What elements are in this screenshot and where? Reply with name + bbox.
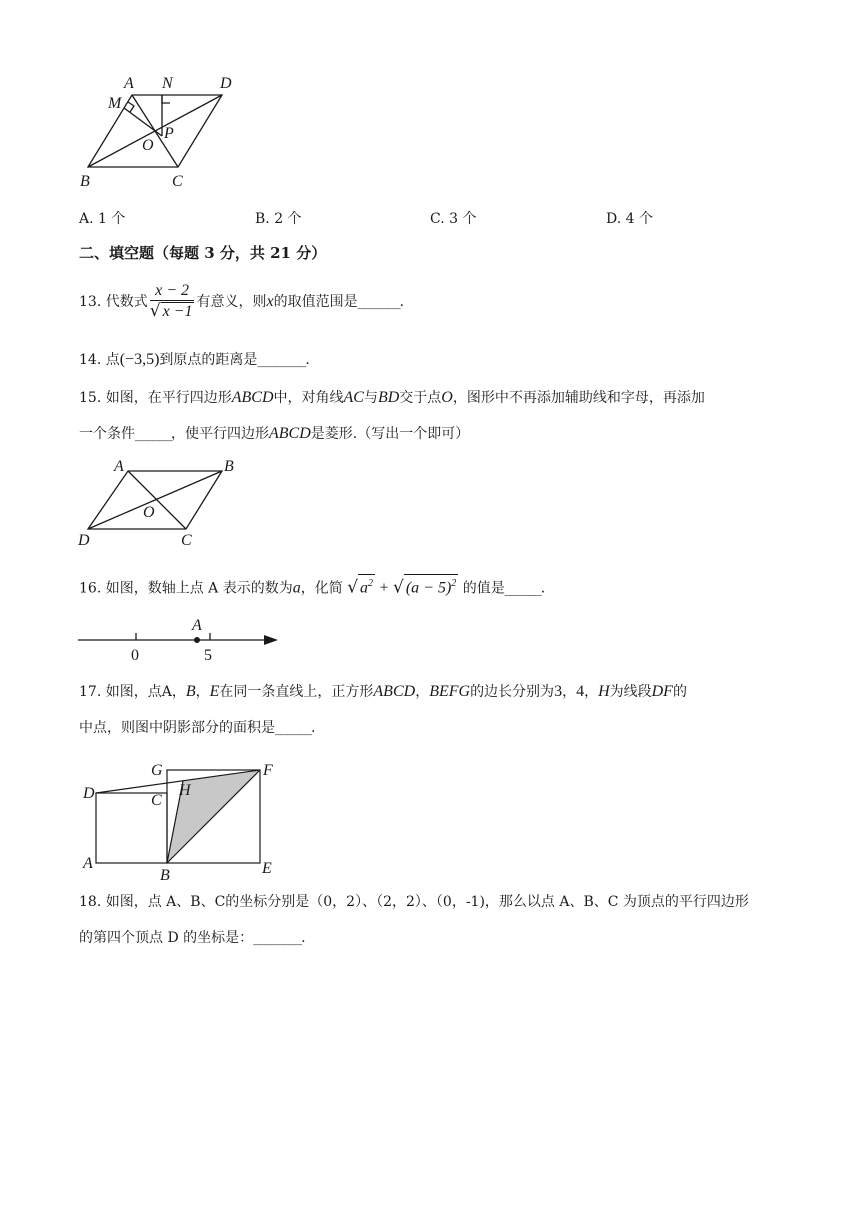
figure-q17-squares (80, 758, 280, 883)
question-18-line-2 (79, 928, 780, 948)
q16-text-3: 的值是 (462, 580, 505, 597)
question-17-line-2 (79, 718, 780, 738)
q17-text-9: 的 (672, 684, 687, 700)
figure-q15-parallelogram (76, 455, 246, 550)
q17-text-5: 的边长分别为 (470, 684, 555, 700)
label-b-q17: B (160, 867, 170, 883)
label-point-a: A (192, 617, 202, 634)
label-m: M (108, 95, 122, 112)
q18-answer-blank: ________ (253, 930, 302, 946)
option-b: B. 2 个 (255, 211, 302, 227)
point-a-dot (194, 637, 200, 643)
q15-bd: BD (377, 389, 400, 406)
label-d-q17: D (83, 785, 95, 802)
figure-q12-parallelogram (78, 70, 248, 192)
q15-ac: AC (343, 389, 364, 406)
label-tick-5: 5 (204, 647, 212, 664)
plus-sign: + (379, 579, 389, 597)
q16-radicand-2: (a − 5) (405, 579, 452, 597)
q15-answer-blank: ______ (135, 426, 171, 442)
radical-sign: √ (149, 301, 161, 321)
label-c-q17: C (151, 792, 162, 809)
question-17-line-1 (79, 682, 780, 702)
q17-text-2: ， (195, 684, 210, 700)
q17-text-1: 如图，点A， (105, 684, 186, 700)
q15-o: O (441, 389, 453, 406)
label-h: H (179, 782, 191, 799)
q18-line2: 的第四个顶点 D 的坐标是： (79, 930, 254, 946)
q13-radicand: x −1 (162, 303, 193, 320)
q17-end: . (311, 720, 316, 736)
q14-end: . (305, 352, 310, 368)
label-n: N (162, 75, 173, 92)
label-a-q17: A (83, 855, 93, 872)
q17-h: H (598, 683, 610, 700)
right-angle-n (162, 95, 170, 103)
q15-line2-b: ，使平行四边形 (171, 426, 269, 442)
q17-text-4: ， (415, 684, 430, 700)
q16-answer-blank: ______ (504, 580, 541, 597)
q16-radicand-1: a (360, 579, 369, 597)
q14-answer-blank: ________ (257, 352, 306, 368)
q13-post1: 有意义，则 (196, 294, 267, 310)
q18-end: . (301, 930, 306, 946)
q17-b: B (185, 683, 196, 700)
q17-text-3: 在同一条直线上，正方形 (219, 684, 374, 700)
label-a-q15: A (114, 458, 124, 475)
q14-pre: 点 (105, 352, 120, 368)
q13-end: . (399, 294, 405, 310)
label-g: G (151, 762, 163, 779)
q17-number: 17. (79, 684, 102, 700)
option-a: A. 1 个 (79, 211, 126, 227)
q15-abcd: ABCD (231, 389, 274, 406)
question-18-line-1 (79, 892, 780, 912)
label-a: A (124, 75, 134, 92)
arrow-right-icon (264, 635, 278, 645)
q13-post2: 的取值范围是 (273, 294, 358, 310)
q16-radical-2 (404, 574, 458, 597)
label-f: F (263, 762, 273, 779)
question-15-line-1 (79, 388, 780, 408)
question-15-line-2 (79, 424, 780, 444)
exponent-2: 2 (368, 578, 374, 589)
q15-text-1: 如图，在平行四边形 (105, 390, 232, 406)
q15-text-3: 与 (363, 390, 378, 406)
q15-line2-c: 是菱形.（写出一个即可） (310, 426, 470, 442)
q17-line2: 中点，则图中阴影部分的面积是 (79, 720, 275, 736)
q17-text-6: ， (562, 684, 577, 700)
q13-var: x (266, 293, 274, 310)
diagonal-ac-q15 (128, 471, 186, 529)
q15-line2-a: 一个条件 (79, 426, 135, 442)
label-c-q15: C (181, 532, 192, 549)
figure-q16-number-line (76, 610, 286, 665)
q14-point: (−3,5) (119, 351, 160, 368)
option-c: C. 3 个 (430, 211, 477, 227)
option-d: D. 4 个 (606, 211, 653, 227)
q15-text-2: 中，对角线 (273, 390, 344, 406)
label-o-q15: O (143, 504, 155, 521)
label-o: O (142, 137, 154, 154)
label-b-q15: B (224, 458, 234, 475)
q16-radical-1 (358, 574, 375, 597)
q15-text-5: ，图形中不再添加辅助线和字母，再添加 (452, 390, 705, 406)
q17-e: E (209, 683, 220, 700)
label-d: D (220, 75, 232, 92)
q17-befg: BEFG (429, 683, 471, 700)
radical-sign: √ (347, 577, 359, 598)
q16-text-2: ，化简 (300, 580, 343, 597)
q15-number: 15. (79, 390, 102, 406)
q13-answer-blank: _______ (357, 294, 400, 310)
exponent-2: 2 (451, 578, 457, 589)
q17-text-7: ， (584, 684, 599, 700)
label-b: B (80, 173, 90, 190)
q17-answer-blank: ______ (275, 720, 311, 736)
q16-number: 16. (79, 580, 102, 597)
label-c: C (172, 173, 183, 190)
q17-side-3: 3 (554, 683, 563, 700)
q14-post: 到原点的距离是 (159, 352, 258, 368)
q18-line1: 如图，点 A、B、C的坐标分别是（0，2）、（2，2）、（0，-1)，那么以点 A、B、C 为顶点的平行四边形 (105, 894, 749, 910)
question-13 (79, 282, 780, 322)
q13-fraction (150, 282, 195, 322)
q17-df: DF (651, 683, 673, 700)
question-16 (79, 574, 780, 601)
question-14 (79, 350, 780, 370)
label-p: P (164, 125, 174, 142)
q13-numerator: x − 2 (150, 282, 195, 301)
q16-text-1: 如图，数轴上点 A 表示的数为 (105, 580, 293, 597)
q17-side-4: 4 (576, 683, 585, 700)
q17-text-8: 为线段 (609, 684, 652, 700)
q18-number: 18. (79, 894, 102, 910)
q17-abcd: ABCD (373, 683, 416, 700)
q13-pre: 代数式 (105, 294, 148, 310)
right-angle-m (128, 102, 134, 112)
radical-sign: √ (392, 577, 404, 598)
q15-abcd-2: ABCD (269, 425, 311, 442)
label-tick-0: 0 (131, 647, 139, 664)
label-e: E (262, 860, 272, 877)
label-d-q15: D (78, 532, 90, 549)
q16-end: . (540, 580, 546, 597)
q14-number: 14. (79, 352, 102, 368)
q16-var-a: a (292, 579, 301, 597)
q15-text-4: 交于点 (399, 390, 442, 406)
section-heading: 二、填空题（每题 3 分，共 21 分） (79, 244, 327, 262)
q13-number: 13. (79, 294, 102, 310)
